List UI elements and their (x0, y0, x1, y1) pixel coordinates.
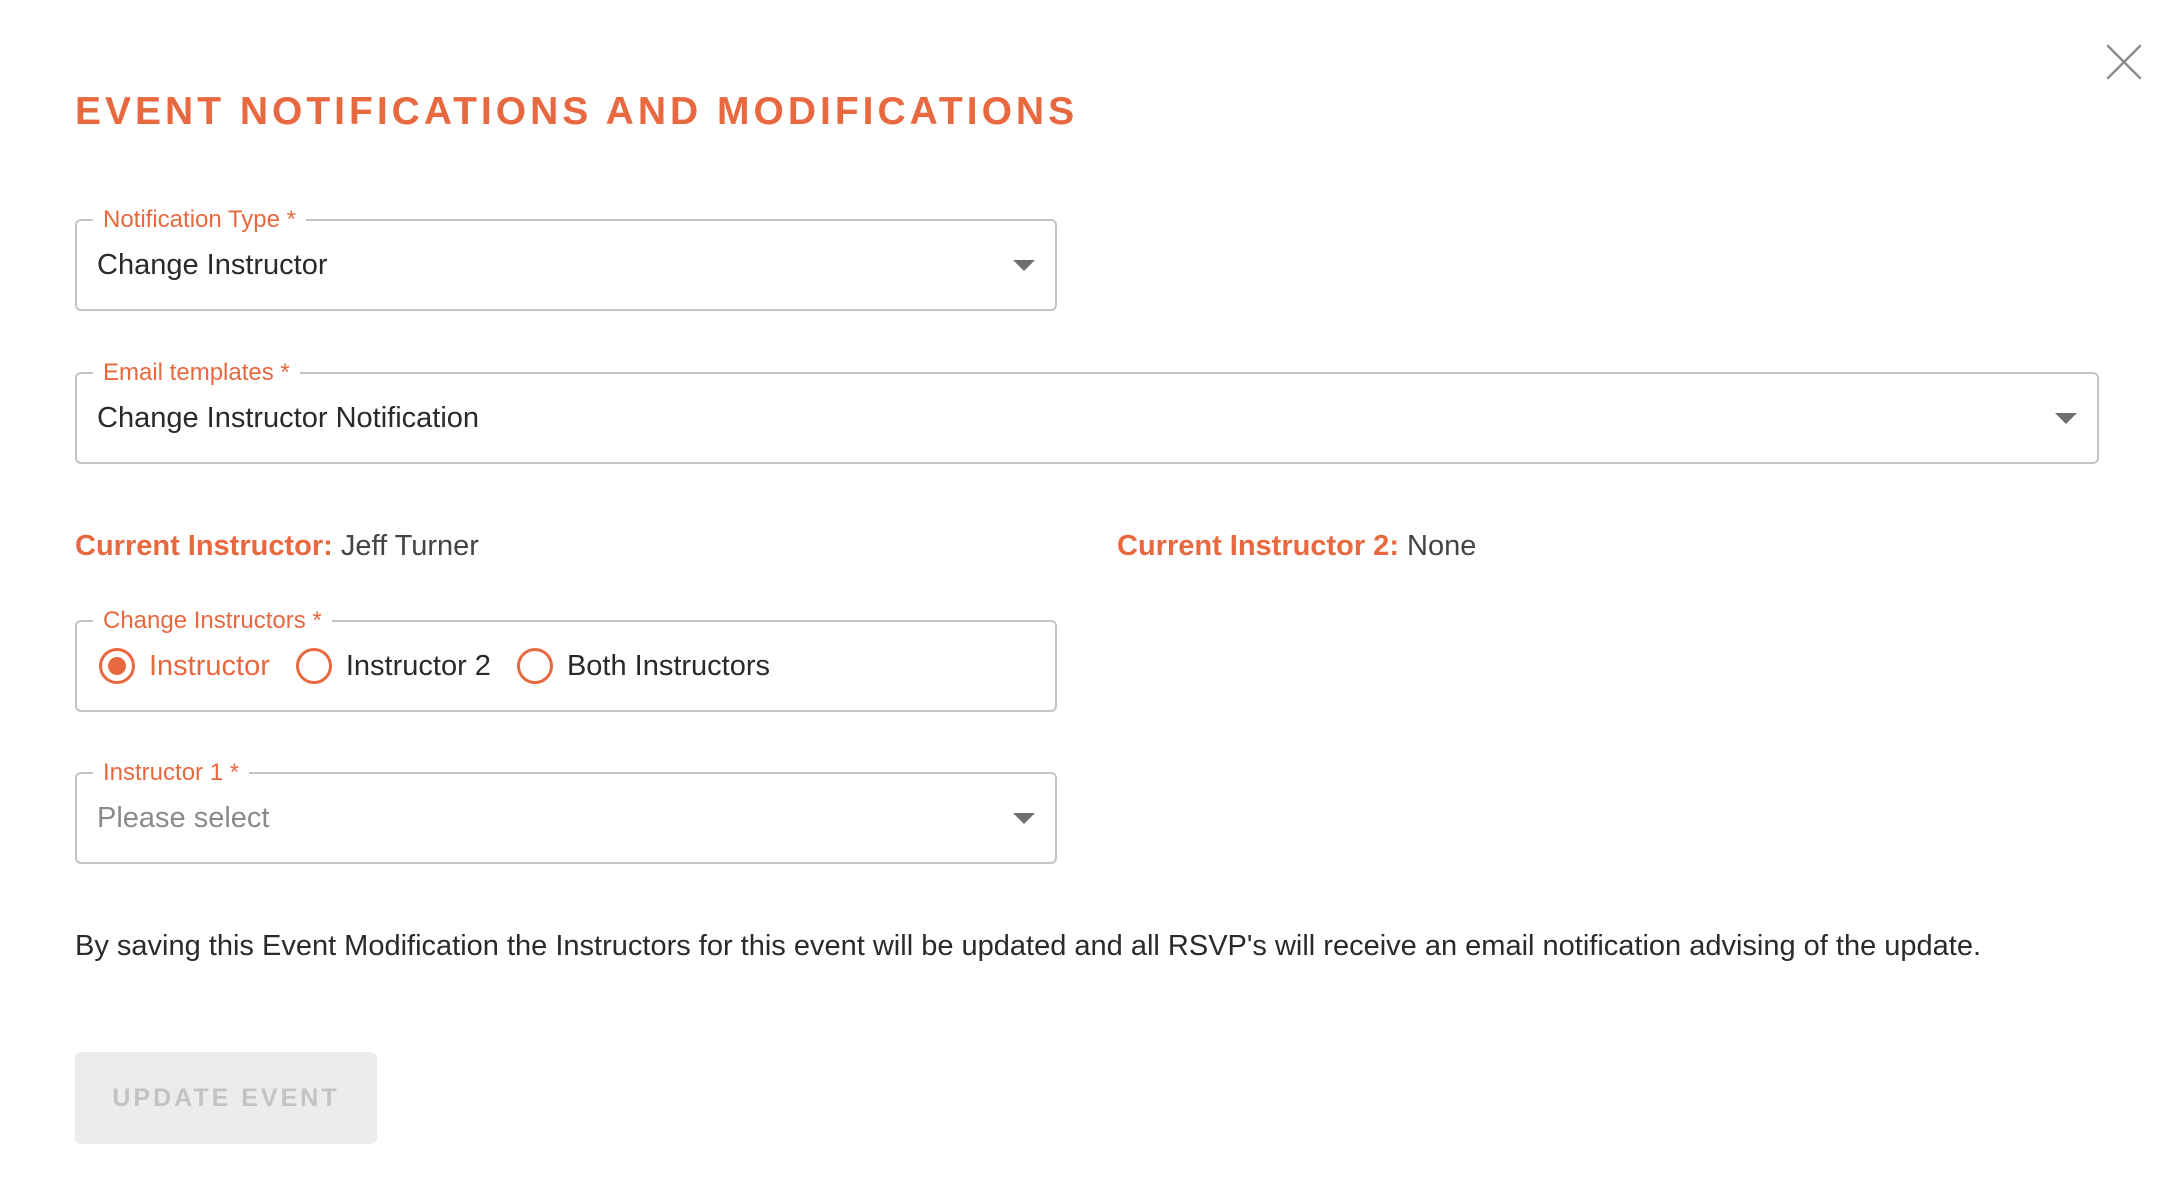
email-templates-value: Change Instructor Notification (97, 401, 480, 434)
instructor-1-placeholder: Please select (97, 801, 270, 834)
instructor-1-label: Instructor 1 * (93, 759, 249, 787)
current-instructor-2-value: None (1407, 530, 1477, 562)
dropdown-arrow-icon (1013, 260, 1035, 271)
change-instructors-label: Change Instructors * (93, 607, 332, 635)
close-button[interactable] (2104, 42, 2144, 82)
notification-type-value: Change Instructor (97, 248, 328, 281)
dialog-title: EVENT NOTIFICATIONS AND MODIFICATIONS (75, 90, 1079, 133)
radio-group (99, 622, 796, 710)
radio-instructor-label: Instructor (149, 649, 270, 682)
current-instructor (75, 530, 479, 563)
close-icon (2104, 42, 2144, 82)
current-instructor-2-label: Current Instructor 2: (1117, 530, 1399, 562)
email-templates-label: Email templates * (93, 359, 300, 387)
radio-both-instructors-label: Both Instructors (566, 649, 771, 682)
instructor-1-select[interactable] (75, 759, 1057, 864)
modification-info-text: By saving this Event Modification the Instructors for this event will be updated and all RSVP's will receive an email notification advising of the update. (75, 930, 1982, 962)
change-instructors-group (75, 607, 1057, 712)
email-templates-select[interactable] (75, 359, 2099, 464)
notification-type-select[interactable] (75, 206, 1057, 311)
radio-checked-icon (99, 648, 135, 684)
notification-type-label: Notification Type * (93, 206, 306, 234)
radio-instructor[interactable] (99, 648, 270, 684)
dropdown-arrow-icon (1013, 813, 1035, 824)
current-instructor-value: Jeff Turner (340, 530, 479, 562)
update-event-button[interactable]: UPDATE EVENT (75, 1052, 377, 1144)
current-instructor-label: Current Instructor: (75, 530, 333, 562)
dropdown-arrow-icon (2055, 413, 2077, 424)
radio-unchecked-icon (296, 648, 332, 684)
radio-instructor-2[interactable] (296, 648, 491, 684)
radio-instructor-2-label: Instructor 2 (345, 649, 491, 682)
current-instructor-2 (1117, 530, 1476, 563)
radio-unchecked-icon (517, 648, 553, 684)
radio-both-instructors[interactable] (517, 648, 770, 684)
